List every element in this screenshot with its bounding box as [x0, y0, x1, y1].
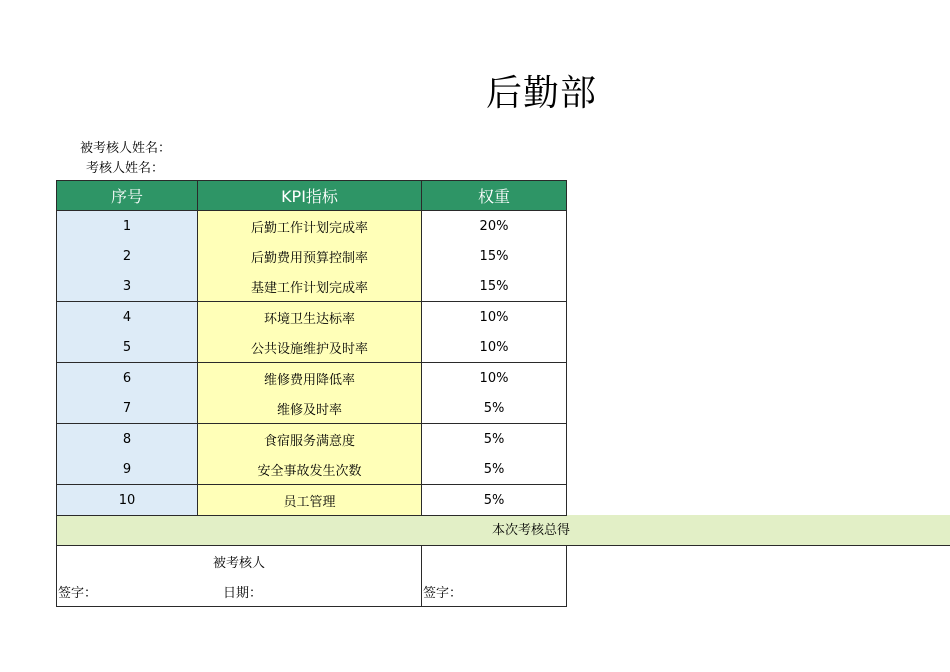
seq-cell[interactable]: 4: [56, 302, 198, 333]
date-label: 日期：: [223, 585, 263, 601]
page-title: 后勤部: [486, 73, 598, 114]
weight-cell[interactable]: 5%: [422, 454, 567, 485]
seq-cell[interactable]: 1: [56, 211, 198, 242]
seq-cell[interactable]: 5: [56, 332, 198, 363]
weight-cell[interactable]: 10%: [422, 332, 567, 363]
examiner-cell[interactable]: [422, 546, 567, 577]
seq-cell[interactable]: 7: [56, 393, 198, 424]
seq-cell[interactable]: 3: [56, 271, 198, 302]
kpi-table: [56, 180, 571, 610]
total-score-label: 本次考核总得: [492, 523, 571, 538]
examiner-sign-cell[interactable]: [422, 576, 567, 607]
kpi-cell[interactable]: 后勤工作计划完成率: [198, 211, 422, 242]
header-kpi: KPI指标: [198, 180, 422, 211]
sign-label-2: 签字：: [423, 585, 463, 601]
sign-label: 签字：: [58, 585, 98, 601]
kpi-cell[interactable]: 后勤费用预算控制率: [198, 241, 422, 272]
kpi-cell[interactable]: 公共设施维护及时率: [198, 332, 422, 363]
weight-cell[interactable]: 15%: [422, 271, 567, 302]
weight-cell[interactable]: 10%: [422, 363, 567, 394]
weight-cell[interactable]: 20%: [422, 211, 567, 242]
weight-cell[interactable]: 10%: [422, 302, 567, 333]
kpi-cell[interactable]: 安全事故发生次数: [198, 454, 422, 485]
header-seq: 序号: [56, 180, 198, 211]
seq-cell[interactable]: 10: [56, 485, 198, 516]
seq-cell[interactable]: 2: [56, 241, 198, 272]
examiner-name-label: 考核人姓名：: [86, 161, 165, 176]
kpi-cell[interactable]: 基建工作计划完成率: [198, 271, 422, 302]
weight-cell[interactable]: 5%: [422, 393, 567, 424]
kpi-cell[interactable]: 员工管理: [198, 485, 422, 516]
seq-cell[interactable]: 6: [56, 363, 198, 394]
seq-cell[interactable]: 9: [56, 454, 198, 485]
weight-cell[interactable]: 5%: [422, 485, 567, 516]
header-weight: 权重: [422, 180, 567, 211]
examinee-name-label: 被考核人姓名：: [80, 141, 172, 156]
kpi-cell[interactable]: 维修及时率: [198, 393, 422, 424]
examinee-label: 被考核人: [56, 546, 422, 577]
kpi-cell[interactable]: 食宿服务满意度: [198, 424, 422, 455]
examinee-sign-cell[interactable]: [56, 576, 422, 607]
kpi-cell[interactable]: 维修费用降低率: [198, 363, 422, 394]
kpi-cell[interactable]: 环境卫生达标率: [198, 302, 422, 333]
seq-cell[interactable]: 8: [56, 424, 198, 455]
weight-cell[interactable]: 5%: [422, 424, 567, 455]
weight-cell[interactable]: 15%: [422, 241, 567, 272]
